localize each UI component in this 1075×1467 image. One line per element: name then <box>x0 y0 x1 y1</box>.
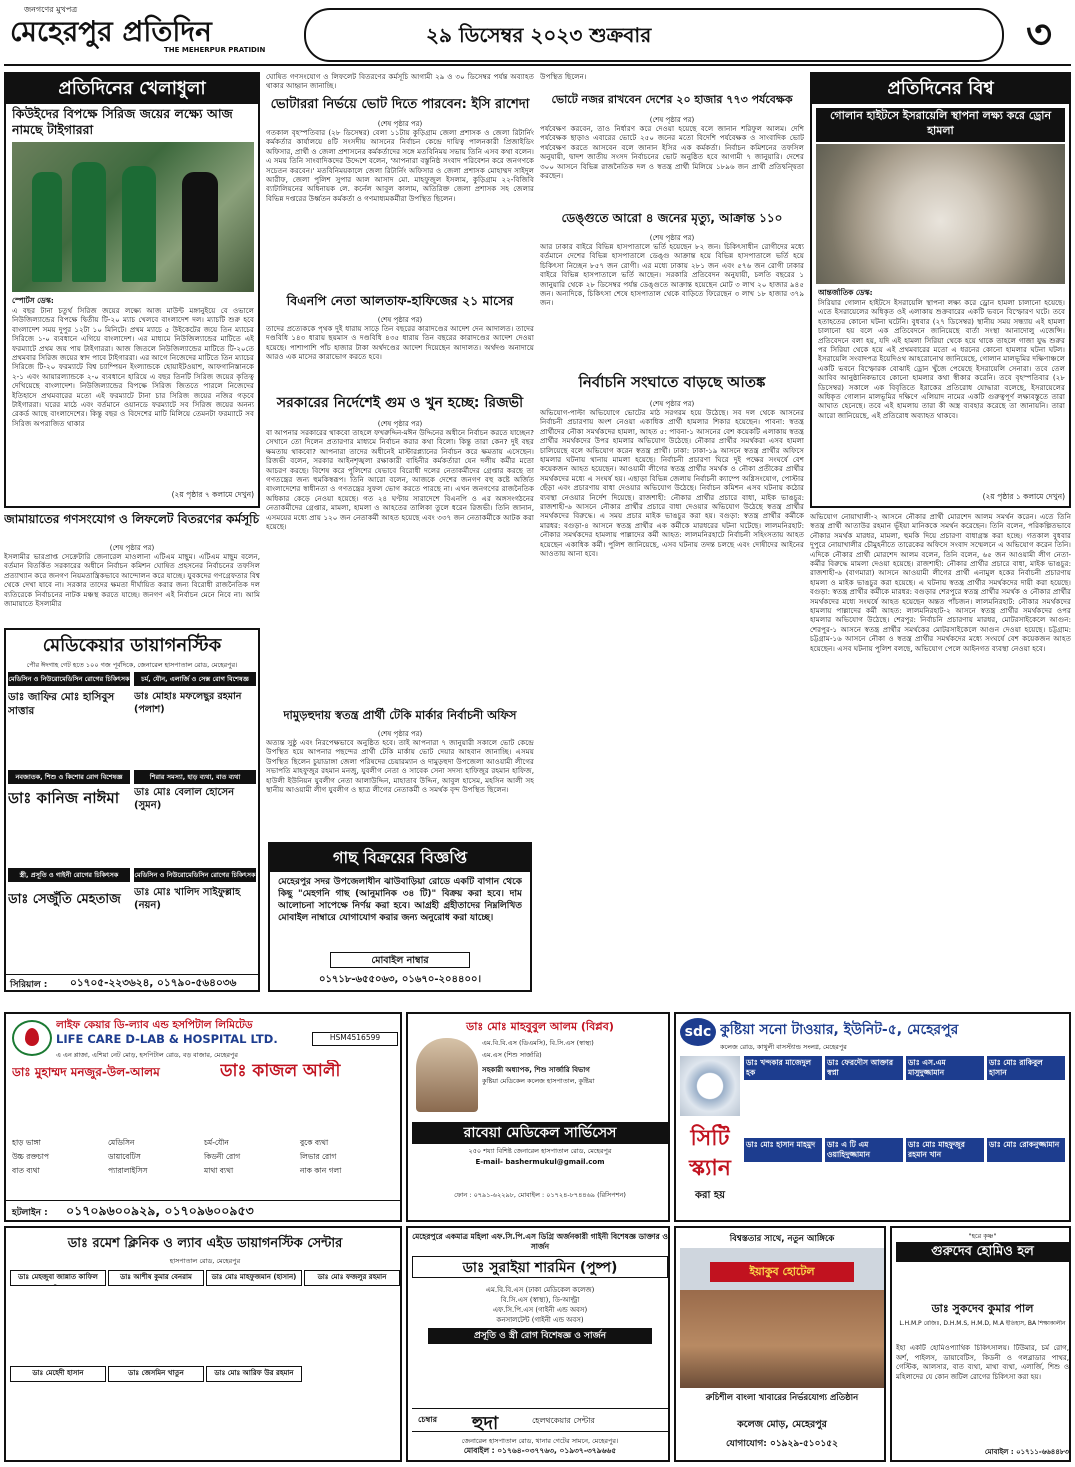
ramesh-title: ডাঃ রমেশ ক্লিনিক ও ল্যাব এইড ডায়াগনস্টিক সেন্টার <box>67 1236 343 1251</box>
masthead-tagline: জনগণের মুখপত্র <box>24 5 78 14</box>
sono-city-scan-sub: করা হয় <box>694 1190 726 1201</box>
medicare-ad <box>4 628 260 992</box>
lifecare-hotline-label: হটলাইন : <box>12 1208 48 1218</box>
sports-section <box>4 72 260 508</box>
lifecare-service-item: প্যারালাইসিস <box>108 1166 148 1175</box>
col3-top-text: উপস্থিত ছিলেন। <box>540 72 587 81</box>
sono-doctor-name: ডাঃ এস.এম মাসুদুজ্জামান <box>906 1056 984 1080</box>
jamaat-headline: জামায়াতের গণসংযোগ ও লিফলেট বিতরণের কর্মসূচি <box>4 512 260 526</box>
masthead-box <box>304 8 1004 62</box>
sono-tower-ad <box>674 1012 1071 1222</box>
homeo-doctor: ডাঃ সুকদেব কুমার পাল <box>931 1302 1034 1315</box>
obs-headline: ভোটে নজর রাখবেন দেশের ২০ হাজার ৭৭৩ পর্যবেক্ষক <box>551 93 793 106</box>
ec-cont: (শেষ পৃষ্ঠার পর) <box>377 120 423 128</box>
medicare-dept2: চর্ম, যৌন, এলার্জি ও সেক্স রোগ বিশেষজ্ঞ <box>134 672 256 686</box>
sono-title: কুষ্টিয়া সনো টাওয়ার, ইউনিট-৫, মেহেরপুর <box>720 1022 959 1038</box>
medicare-dept4: স্ত্রী, প্রসূতি ও গাইনী রোগের চিকিৎসক <box>8 868 130 882</box>
lifecare-logo <box>12 1020 52 1056</box>
lifecare-service-item: হাড় ভাঙ্গা <box>12 1138 41 1147</box>
ramesh-address: হাসপাতাল রোড, মেহেরপুর <box>169 1257 241 1265</box>
ramesh-doctor-name: ডাঃ মোঃ আরিফ উর রহমান <box>206 1366 302 1382</box>
medicare-address: পৌর ঈদগাহ গেট হতে ১০০ গজ পূর্বদিকে, জেনারেল হাসপাতাল রোড, মেহেরপুর। <box>26 661 238 669</box>
homeo-prefix: "হরে কৃষ্ণ" <box>968 1232 997 1240</box>
suraiya-mobile: মোবাইল : ০১৭৬৪-০৩৭৭৬৩, ০১৯৩৭-৩৭৯৬৬৫ <box>463 1446 617 1455</box>
damu-headline: দামুড়হুদায় স্বতন্ত্র প্রার্থী টেকি মার্কার নির্বাচনী অফিস <box>283 708 517 722</box>
suraiya-degree4: কনসালটেন্ট (গাইনী এন্ড অবস) <box>496 1316 584 1324</box>
lifecare-service-item: বুকে ব্যথা <box>300 1138 329 1147</box>
bnp-body: তাদের প্রত্যেককে পৃথক দুই ধারায় সাড়ে তিন বছরের কারাদণ্ডের আদেশ দেন আদালত। তাদের দণ্ডবিধি ১৪৩ ধারায় ছয়মাস ও দণ্ডবিধি ৪৩৫ ধারায় তিন বছরের কারাদণ্ডের আদেশ দেওয়া হয়েছে। পাশাপাশি পাঁচ হাজার টাকা অর্থদণ্ডের আদেশ দিয়েছেন আদালত। অর্থদণ্ড অনাদায়ে আরও এক মাসের কারাভোগ করতে হবে। <box>266 324 534 362</box>
jamaat-body: ইসলামীর ভারপ্রাপ্ত সেক্রেটারি জেনারেল মাওলানা এটিএম মাছুম। এটিএম মাছুম বলেন, বর্তমান বিতর্কিত সরকারের অধীনে নির্বাচন কমিশন ঘোষিত প্রহসনের নির্বাচনের তফসিল প্রত্যাখ্যান করে জনগণ নিয়মতান্ত্রিকভাবে আন্দোলন করে যাচ্ছে। যুবকদের গণগ্রেফতার বিশ্ব থেকে দেখা যাবে না। সরকার তাদের ক্ষমতা দীর্ঘায়িত করার জন্য বিরোধী রাজনৈতিক দল ব্যতিরেকে নির্বাচনের নাটক মঞ্চস্থ করতে যাচ্ছে। জনগণ এই নির্বাচন মেনে নিবে না। আমি জামায়াতে ইসলামীর <box>4 552 260 609</box>
medicare-dept5: মেডিসিন ও নিউরোমেডিসিন রোগের চিকিৎসক <box>134 868 256 882</box>
lifecare-service-item: লিভার রোগ <box>300 1152 337 1161</box>
ec-headline: ভোটাররা নির্ভয়ে ভোট দিতে পারবেন: ইসি রাশেদা <box>270 97 530 112</box>
medicare-dept3: নবজাতক, শিশু ও কিশোর রোগ বিশেষজ্ঞ <box>8 770 130 784</box>
medicare-doc3: ডাঃ কানিজ নাঈমা <box>8 789 120 807</box>
ramesh-doctor-name: ডাঃ জেসমিন খাতুন <box>108 1366 204 1382</box>
bnp-headline: বিএনপি নেতা আলতাফ-হাফিজের ২১ মাসের <box>286 293 514 308</box>
page-number: ৩ <box>1025 12 1052 58</box>
damu-cont: (শেষ পৃষ্ঠার পর) <box>377 730 423 738</box>
suraiya-degree: এম.বি.বি.এস (ঢাকা মেডিকেল কলেজ) <box>485 1286 595 1294</box>
col2-top-text: ঘোষিত গণসংযোগ ও লিফলেট বিতরণের কর্মসূচি আগামী ২৯ ও ৩০ ডিসেম্বর পর্যন্ত অব্যাহত থাকার আহ্বান জানাচ্ছি। <box>266 72 534 91</box>
sono-doctor-name: ডাঃ মোঃ হাসান মাহমুদ <box>744 1138 822 1162</box>
lifecare-name-en: LIFE CARE D-LAB & HOSPITAL LTD. <box>56 1032 278 1046</box>
suraiya-ad <box>406 1226 670 1462</box>
lifecare-hotline-row <box>6 1200 400 1220</box>
gum-cont: (শেষ পৃষ্ঠার পর) <box>377 420 423 428</box>
sono-doctor-name: ডাঃ মোঃ রোকনুজ্জামান <box>987 1138 1065 1162</box>
lifecare-service-item: মাথা ব্যথা <box>204 1166 234 1175</box>
world-headline: গোলান হাইটসে ইসরায়েলি স্থাপনা লক্ষ্য করে ড্রোন হামলা <box>816 108 1065 142</box>
tree-mobile: ০১৭১৮-৬৫৫০৬৩, ০১৬৭০-২০৪৪০০। <box>318 974 482 985</box>
medicare-doc1: ডাঃ জাফির মোঃ হাসিবুস সাত্তার <box>8 691 115 717</box>
bnp-cont: (শেষ পৃষ্ঠার পর) <box>377 316 423 324</box>
gum-headline: সরকারের নির্দেশেই গুম ও খুন হচ্ছে: রিজভী <box>276 395 524 411</box>
homeo-mobile: মোবাইল : ০১৭১১-৬৬৪৪৮৩ <box>984 1448 1069 1456</box>
sports-body: এ বছর টানা চতুর্থ সিরিজ জয়ের লক্ষ্যে আজ মাউন্ট মঙ্গানুইয়ে বে ওভালে নিউজিল্যান্ডের বিপক্ষে দ্বিতীয় টি-২০ ম্যাচ খেলবে বাংলাদেশ দল। ম্যাচটি শুরু হবে বাংলাদেশ সময় দুপুর ১২টা ১০ মিনিটে। প্রথম ম্যাচে ৫ উইকেটের জয়ে তিন ম্যাচের সিরিজে ১-০ ব্যবধানে এগিয়ে বাংলাদেশ। এর মাধ্যমে নিউজিল্যান্ডের মাটিতে এই ফরম্যাটে প্রথম জয় পায় টাইগাররা। আজ জিতলে নিউজিল্যান্ডের মাটিতে টি-২০তে প্রথমবার সিরিজ জয়ের স্বাদ পাবে টাইগাররা। এর আগে নিজেদের মাটিতে তিন ম্যাচের সিরিজে টি-২০ ফরম্যাটে বিশ্ব চ্যাম্পিয়ন ইংল্যান্ডকে হোয়াইটওয়াশ, আফগানিস্তানকে ২-১ এবং আয়ারল্যান্ডকে ২-০ ব্যবধানে হারিয়ে এ বছর তিনটি সিরিজ জয়ের কৃতিত্ব দেখিয়েছে বাংলাদেশ। নিউজিল্যান্ডের বিপক্ষে সিরিজ জিততে পারলে নিজেদের ইতিহাসে প্রথমবারের মতো এই ফরম্যাটে টানা চার সিরিজ জয়ের নজির গড়বে টাইগাররা। ঘরের মাঠে এবং বর্তমানে ওয়ানডে ফরম্যাটে সব সিরিজ জয়ের অনন্য রেকর্ড আছে বাংলাদেশের। কিন্তু বছর ও বিদেশের মাটি মিলিয়ে তেমনটা ফরম্যাটে সব সিরিজ অপরাজিত থাকার <box>12 306 254 428</box>
sono-address: কলেজ রোড, কাথুলী বাসস্ট্যান্ড সংলগ্ন, মেহেরপুর <box>720 1043 847 1051</box>
issue-date: ২৯ ডিসেম্বর ২০২৩ শুক্রবার <box>426 23 652 47</box>
mahbub-ad <box>406 1012 670 1222</box>
suraiya-chamber: হুদা <box>472 1413 499 1432</box>
lifecare-doc1: ডাঃ মুহাম্মদ মনজুর-উল-আলম <box>12 1065 160 1079</box>
sono-doctors <box>744 1056 1068 1218</box>
ramesh-doctor-name: ডাঃ মেহেদী হাসান <box>10 1366 106 1382</box>
lifecare-service-item: মেডিসিন <box>108 1138 135 1147</box>
medicare-serial-row <box>6 974 258 990</box>
suraiya-chamber-sub: হেলথকেয়ার সেন্টার <box>532 1416 595 1425</box>
homeo-body: ইহা একটি হোমিওপ্যাথিক চিকিৎসালয়। টিউমার, চর্ম রোগ, অর্শ, পাইলস, ডায়াবেটিস, কিডনী ও গলব্লাডার পাথর, গেস্টিক, আলসার, বাত ব্যথা, মাথা ব্যথা, এলার্জি, শিশু ও মহিলাদের যে কোন জটিল রোগের চিকিৎসা করা হয়। <box>896 1344 1069 1381</box>
sono-doctor-name: ডাঃ ফেরদৌস আক্তার স্বপ্না <box>825 1056 903 1080</box>
lifecare-reg: HSM4516599 <box>312 1032 398 1046</box>
world-dateline: আন্তর্জাতিক ডেস্ক: <box>818 288 873 297</box>
suraiya-degree3: এফ.সি.পি.এস (গাইনী এন্ড অবস) <box>492 1306 588 1314</box>
yakub-hotel-ad <box>674 1226 886 1462</box>
medicare-serial-label: সিরিয়াল : <box>10 980 48 990</box>
tree-sale-notice <box>268 842 532 992</box>
lifecare-services <box>12 1138 398 1198</box>
medicare-doc5: ডাঃ সেজুঁতি মেহতাজ <box>8 892 121 907</box>
ec-body: গতকাল বৃহস্পতিবার (২৮ ডিসেম্বর) বেলা ১১টায় কুড়িগ্রাম জেলা প্রশাসক ও জেলা রিটার্নিং কর্মকর্তার কার্যালয়ে ৪টি সংসদীয় আসনের নির্বাচন কেন্দ্রে দায়িত্ব পালনকারী প্রিজাইডিং অফিসার, প্রার্থী ও জেলা প্রশাসনের কর্মকর্তাদের সঙ্গে মতবিনিময় সভায় তিনি এসব কথা বলেন। এ সময় তিনি সাংবাদিকদের উদ্দেশে বলেন, 'আপনারা বস্তুনিষ্ঠ সংবাদ পরিবেশন করে জনগণকে সচেতন করবেন।' মতবিনিময়কালে জেলা রিটার্নিং অফিসার ও জেলা প্রশাসক মোহাম্মদ সাইদুল আরীফ, জেলা পুলিশ সুপার আল আসাদ মো. মাহফুজুল ইসলাম, কুড়িগ্রাম ২২-বিজিবি ব্যাটালিয়নের অধিনায়ক লে. কর্নেল আবুল কালাম, অতিরিক্ত জেলা প্রশাসক সহ জেলার বিভিন্ন দপ্তরের উর্ধ্বতন কর্মকর্তা ও গণমাধ্যমকর্মীরা উপস্থিত ছিলেন। <box>266 128 534 203</box>
mahbub-role: সহকারী অধ্যাপক, শিশু সার্জারি বিভাগ <box>482 1066 590 1074</box>
dengue-headline: ডেঙ্গুতে আরো ৪ জনের মৃত্যু, আক্রান্ত ১১০ <box>561 211 783 225</box>
ramesh-clinic-ad <box>4 1226 402 1462</box>
medicare-doc4: ডাঃ মোঃ বেলাল হোসেন (সুমন) <box>134 787 235 811</box>
gum-body: বা আপনার সরকারের থাকবো তাহলে ফখরুদ্দিন-মঈন উদ্দিনের অধীনে নির্বাচন করতে যাচ্ছেন? সেখানে তো দিলেন প্রতারণার মাধ্যমে নির্বাচন করার কথা বিলো। কিন্তু তারা কেন? দুই বছর ক্ষমতায় থাকবো? আপনারা তাদের অধীনেই মাস্টারপ্ল্যানের নির্বাচন করে ক্ষমতায় এসেছেন। রিজভী বলেন, সরকার আইনশৃঙ্খলা রক্ষাকারী বাহিনীর কর্মকর্তারা যেন দলীয় কর্মীর মতো আচরণ করছে। বিশেষ করে পুলিশের যেভাবে বিরোধী দলের নেতাকর্মীদের গ্রেপ্তার করছে তা গণতন্ত্রের জন্য হুমকিস্বরূপ। তিনি আরো বলেন, আজকে দেশের জনগণ বহু কষ্টে অর্জিত বাংলাদেশের স্বাধীনতা ও গণতন্ত্রের সুফল ভোগ করতে পারছে না। এখন জনগণের রাজনৈতিক অধিকার কেড়ে নেওয়া হয়েছে। গত ২৪ ঘণ্টায় সারাদেশে বিএনপি ও এর অঙ্গসংগঠনের নেতাকর্মীদের গ্রেপ্তার, মামলা, হামলা ও আহতের তালিকা তুলে ধরেন রিজভী। তিনি জানান, এসময়ের মধ্যে প্রায় ১২০ জন নেতাকর্মী আহত হয়েছে এবং ৩৩৭ জন নেতাকর্মীকে আটক করা হয়েছে। <box>266 428 534 532</box>
sports-dateline: স্পোর্টস ডেস্ক: <box>12 296 54 305</box>
lifecare-ad <box>4 1012 402 1222</box>
mahbub-doctor: ডাঃ মোঃ মাহবুবুল আলম (বিপ্লব) <box>466 1020 614 1033</box>
masthead-rule <box>4 64 1071 66</box>
clash-body: অভিযোগ-পাল্টা অভিযোগে ভোটের মাঠ সরগরম হয়ে উঠেছে। সব দল থেকে আসনের নির্বাচনী প্রচারণায় অংশ নেওয়া একাধিক প্রার্থী হামলার শিকার হয়েছেন। পাবনা: স্বতন্ত্র প্রার্থীদের নৌকা সমর্থকদের হামলা, আহত ৫: পাবনা-১ আসনের বেশ কয়েকটি এলাকায় স্বতন্ত্র প্রার্থীর সমর্থকদের উপর হামলার অভিযোগ উঠেছে। নৌকার প্রার্থীর সমর্থকরা এসব হামলা চালিয়েছে বলে অভিযোগ করেন স্বতন্ত্র প্রার্থী। ঢাকা: ঢাকা-১৯ আসনে স্বতন্ত্র প্রার্থীর অফিসে হামলার ঘটনায় থানায় মামলা হয়েছে। নির্বাচনী প্রচারণা ঘিরে দুই পক্ষের সংঘর্ষে বেশ কয়েকজন আহত হয়েছেন। আওয়ামী লীগের স্বতন্ত্র প্রার্থীর সমর্থক ও নৌকা প্রতীকের প্রার্থীর সমর্থকদের মধ্যে এ সংঘর্ষ হয়। এছাড়া বিভিন্ন জেলায় নির্বাচনী ক্যাম্পে অগ্নিসংযোগ, পোস্টার ছেঁড়া এবং প্রচারণায় বাধা দেওয়ার অভিযোগ উঠেছে। নির্বাচন কমিশন এসব ঘটনায় কঠোর ব্যবস্থা নেওয়ার নির্দেশ দিয়েছে। রাজশাহী: নৌকার প্রার্থীর প্রচারে বাধা, মাইক ভাঙচুর: রাজশাহী-৬ আসনে নৌকার প্রার্থীর প্রচারে বাধা দেওয়ার অভিযোগ উঠেছে স্বতন্ত্র প্রার্থীর সমর্থকদের বিরুদ্ধে। এ সময় প্রচার মাইক ভাঙচুর করা হয়। বগুড়া: স্বতন্ত্র প্রার্থীর কর্মীকে মারধর: বগুড়া-৪ আসনে স্বতন্ত্র প্রার্থীর এক কর্মীকে মারধরের ঘটনা ঘটেছে। লালমনিরহাট: নৌকার সমর্থকদের হামলায় পাল্লাদের কর্মী আহত: লালমনিরহাটে নির্বাচনী সহিংসতায় আহত হয়েছেন একাধিক কর্মী। পুলিশ জানিয়েছে, এসব ঘটনায় তদন্ত চলছে এবং দোষীদের আইনের আওতায় আনা হবে। <box>540 408 804 559</box>
mahbub-hospital: কুষ্টিয়া মেডিকেল কলেজ হাসপাতাল, কুষ্টিয়া <box>482 1077 595 1085</box>
hotel-tagline: রুচিশীল বাংলা খাবারের নির্ভরযোগ্য প্রতিষ্ঠান <box>705 1393 859 1403</box>
suraiya-chamber-row <box>412 1408 668 1432</box>
medicare-doc6: ডাঃ মোঃ খালিদ সাইফুল্লাহ (নয়ন) <box>134 887 241 911</box>
medicare-doc2: ডাঃ মোহাঃ মফলেছুর রহমান (পলাশ) <box>134 691 242 715</box>
medicare-grid <box>8 672 256 972</box>
suraiya-spec: প্রসূতি ও স্ত্রী রোগ বিশেষজ্ঞ ও সার্জন <box>428 1328 652 1344</box>
suraiya-degree2: বি.সি.এস (স্বাস্থ্য), ডি-আল্ট্রা <box>500 1296 580 1304</box>
lifecare-service-item: উচ্চ রক্তচাপ <box>12 1152 49 1161</box>
lifecare-hotline: ০১৭০৯৬০০৯২৯, ০১৭০৯৬০০৯৫৩ <box>66 1203 254 1218</box>
sono-doctor-name: ডাঃ মোঃ রাকিবুল হাসান <box>987 1056 1065 1080</box>
tree-mobile-label: মোবাইল নাম্বার <box>330 952 470 968</box>
world-right-body: অভিযোগ নোয়াখালী-২ আসনে নৌকার প্রার্থী মোরশেদ আলম সমর্থন করেন। এতে তিনি স্বতন্ত্র প্রার্থী আতাউর রহমান ভূঁইয়া মানিককে সমর্থন করেছেন। তিনি বলেন, পরিকল্পিতভাবে নৌকার সমর্থক মারধর, মামলা, হুমকি দিয়ে প্রচারণা বাধাগ্রস্ত করা হচ্ছে। গতকাল বুধবার দুপুরে নোয়াখালীর চৌমুহনীতে তারেকের অফিসে সংবাদ সম্মেলনে এ অভিযোগ করেন তিনি। এদিকে নৌকার প্রার্থী মোরশেদ আলম বলেন, তিনি বলেন, ৬৫ জন আওয়ামী লীগ নেতা-কর্মীর বিরুদ্ধে মামলা দেওয়া হয়েছে। রাজশাহী: নৌকার প্রার্থীর প্রচারে বাধা, মাইক ভাঙচুর: রাজশাহী-৬ (বাগমারা) আসনে আওয়ামী লীগের প্রার্থী এনামুল হকের নির্বাচনী প্রচারণায় হামলা ও মাইক ভাঙচুর করা হয়েছে। এ ঘটনায় স্বতন্ত্র প্রার্থীর সমর্থকদের দায়ী করা হয়েছে। বগুড়া: স্বতন্ত্র প্রার্থীর কর্মীকে মারধর: বগুড়ার শেরপুরে স্বতন্ত্র প্রার্থীর সমর্থক ও নৌকার প্রার্থীর সমর্থকদের মধ্যে সংঘর্ষে আহত হয়েছেন অন্তত পাঁচজন। লালমনিরহাট: নৌকার সমর্থকদের হামলায় পাল্লাদের কর্মী আহত: লালমনিরহাট-২ আসনে স্বতন্ত্র প্রার্থীর সমর্থকদের ওপর হামলার অভিযোগ উঠেছে। শেরপুর: নির্বাচনি প্রচারণায় মারধর, মোটরসাইকেলে আগুন: শেরপুর-১ আসনে স্বতন্ত্র প্রার্থীর সমর্থকের মোটরসাইকেলে আগুন দেওয়া হয়েছে। চট্টগ্রাম: চট্টগ্রাম-১৬ আসনে নৌকা ও স্বতন্ত্র প্রার্থীর সমর্থকদের মধ্যে সংঘর্ষে বেশ কয়েকজন আহত হয়েছেন। এসব ঘটনায় পুলিশ বলছে, অভিযোগ পেলে আইনগত ব্যবস্থা নেওয়া হবে। <box>810 512 1071 653</box>
suraiya-address: জেনারেল হাসপাতাল রোড, থানার গেটের সামনে, মেহেরপুর। <box>461 1437 619 1445</box>
lifecare-service-item: চর্ম-যৌন <box>204 1138 229 1147</box>
ramesh-doctor-name: ডাঃ মোঃ মাহফুজমান (হাসান) <box>206 1270 302 1286</box>
world-body: সিরিয়ার গোলান হাইটসে ইসরায়েলি স্থাপনা লক্ষ্য করে ড্রোন হামলা চালানো হয়েছে। এতে ইসরায়েলের অধিকৃত ওই এলাকায় শুক্রবারের একটি ভবনে বিস্ফোরণ ঘটে। তবে হতাহতের কোনো ঘটনা ঘটেনি। বুধবার (২৭ ডিসেম্বর) স্থানীয় সময় সন্ধ্যায় এই হামলা চালানো হয় বলে এক প্রতিবেদনে জানিয়েছে বার্তা সংস্থা আনাদোলু এজেন্সি। প্রতিবেদনে বলা হয়, যদি এই হামলা সিরিয়া থেকে হয়ে থাকে তাহলে গাজা যুদ্ধ শুরুর পর সিরিয়া থেকে হয়ে এই প্রথমবারের মতো এ ধরনের কোনো হামলার ঘটনা ঘটল। ইসরায়েলি সংবাদপত্র ইয়েদিওথ আহরোনোথ জানিয়েছে, গোলান মালভূমির দক্ষিণাঞ্চলে একটি ভবনে বিস্ফোরক বোঝাই ড্রোন খুঁজে পেয়েছে ইসরায়েলি সেনারা। তবে তেল আবিব আনুষ্ঠানিকভাবে কোনো হামলার কথা স্বীকার করেনি। তবে বৃহস্পতিবার (২৮ ডিসেম্বর) সকালে এক বিবৃতিতে ইরাকের প্রতিরোধ যোদ্ধারা বলেছে, ইসরায়েলের অধিকৃত গোলান মালভূমির দক্ষিণে এলিয়াদ নামের একটি গুরুত্বপূর্ণ লক্ষ্যবস্তুতে তারা আঘাত হেনেছে। তবে এই হামলায় তারা কী অস্ত্র ব্যবহার করেছে তা জানায়নি। তারা আরো জানিয়েছে, এই প্রতিরোধ অব্যাহত থাকবে। <box>818 298 1065 420</box>
world-continued: (২য় পৃষ্ঠার ১ কলামে দেখুন) <box>982 492 1065 501</box>
dengue-body: আর ঢাকার বাইরে বিভিন্ন হাসপাতালে ভর্তি হয়েছেন ৮২ জন। চিকিৎসাধীন রোগীদের মধ্যে বর্তমানে দেশের বিভিন্ন হাসপাতালে ডেঙ্গু আক্রান্ত হয়ে বিভিন্ন হাসপাতালে ভর্তি হয়ে চিকিৎসা নিচ্ছেন ৮৫৭ জন রোগী। এর মধ্যে ঢাকায় ২৮১ জন এবং ৫৭৬ জন রোগী ঢাকার বাইরে বিভিন্ন হাসপাতালে ভর্তি আছেন। সরকারি প্রতিবেদন অনুযায়ী, চলতি বছরের ১ জানুয়ারি থেকে ২৮ ডিসেম্বর পর্যন্ত ডেঙ্গুতে আক্রান্ত হয়েছেন মোট ৩ লাখ ২০ হাজার ৯৪৫ জন। অন্যদিকে, চিকিৎসা শেষে হাসপাতাল থেকে বাড়িতে ফিরেছেন ৩ লাখ ১৮ হাজার ৩৭৯ জন। <box>540 242 804 308</box>
sono-scanner-image <box>680 1056 740 1116</box>
sono-doctor-name: ডাঃ খন্দকার মাজেদুল হক <box>744 1056 822 1080</box>
hotel-address: কলেজ মোড়, মেহেরপুর <box>737 1419 827 1430</box>
damu-body: অত্যন্ত সুষ্ঠু এবং নিরপেক্ষভাবে অনুষ্ঠিত হবে। তাই আপনারা ৭ জানুয়ারী সকালে ভোট কেন্দ্রে উপস্থিত হয়ে আপনার পছন্দের প্রার্থী টেকি মার্কায় ভোট দেয়ার আহবান জানাচ্ছি। এসময় উপস্থিত ছিলেন চুয়াডাঙ্গা জেলা পরিষদের চেয়ারম্যান ও দামুড়হুদা উপজেলা আওয়ামী লীগের সভাপতি মাহফুজুর রহমান মনজু, যুবলীগ নেতা ও সাবেক সেনা সদস্য হাফিজুর রহমান হাফিজ, হাউলী ইউনিয়ন যুবলীগ নেতা আলাউদ্দিন, মাহাতাব উদ্দিন, আবুল হাসেম, মহসিন আলী সহ স্থানীয় আওয়ামী লীগ যুবলীগ ও ছাত্র লীগের নেতাকর্মী ও সমর্থক বৃন্দ উপস্থিত ছিলেন। <box>266 738 534 795</box>
homeo-degree: L.H.M.P রেজিঃ, D.H.M.S, H.M.D, M.A ইতিহাস, BA শিক্ষাকালীন <box>899 1320 1066 1327</box>
sono-doctor-name: ডাঃ মোঃ মাহফুজুর রহমান খান <box>906 1138 984 1162</box>
ramesh-doctors <box>10 1270 400 1458</box>
medicare-dept1: মেডিসিন ও নিউরোমেডিসিন রোগের চিকিৎসক <box>8 672 130 686</box>
paper-name: মেহেরপুর প্রতিদিন <box>10 15 212 48</box>
world-section <box>810 72 1071 508</box>
world-section-title: প্রতিদিনের বিশ্ব <box>812 74 1069 104</box>
lifecare-address: এ এন প্লাজা, এশিয়া নেট মোড়, হসপিটাল রোড, বড় বাজার, মেহেরপুর <box>56 1051 238 1059</box>
mahbub-degree: এম.বি.বি.এস (ডিএমসি), বি.সি.এস (স্বাস্থ্য) <box>482 1039 594 1047</box>
clash-cont: (শেষ পৃষ্ঠার পর) <box>649 400 695 408</box>
drone-strike-photo <box>816 144 1065 284</box>
hotel-sign: ইয়াকুব হোটেল <box>710 1262 854 1282</box>
mahbub-phone: ফোন : ০৭৯১-৬২২৯৮, মোবাইল : ০১৭২৪-৮৭৪৪৬৯ (রিসিপশন) <box>454 1191 626 1199</box>
mahbub-chamber: রাবেয়া মেডিকেল সার্ভিসেস <box>412 1122 668 1144</box>
mahbub-photo <box>416 1038 478 1112</box>
hotel-photo <box>680 1248 884 1388</box>
homeo-title: গুরুদেব হোমিও হল <box>896 1242 1069 1262</box>
lifecare-service-item: নাক কান গলা <box>300 1166 342 1175</box>
tree-sale-body: মেহেরপুর সদর উপজেলাধীন ঝাউবাড়িয়া রোডে একটি বাগান থেকে কিছু "মেহগনি গাছ (আনুমানিক ৩৪ টি)" বিক্রয় করা হবে। দাম আলোচনা সাপেক্ষে নির্ণয় করা হবে। আগ্রহী গ্রহীতাদের নিম্নলিখিত মোবাইল নাম্বারে যোগাযোগ করার জন্য অনুরোধ করা যাচ্ছে। <box>278 877 522 923</box>
dengue-cont: (শেষ পৃষ্ঠার পর) <box>649 234 695 242</box>
suraiya-chamber-label: চেম্বার <box>418 1415 437 1424</box>
ramesh-doctor-name: ডাঃ মেহজুবা জান্নাত কাফিল <box>10 1270 106 1286</box>
hotel-contact: যোগাযোগ: ০১৯২৯-৫১০১৫২ <box>725 1439 839 1449</box>
paper-name-en: THE MEHERPUR PRATIDIN <box>164 46 266 54</box>
lifecare-service-item: কিডনী রোগ <box>204 1152 241 1161</box>
masthead <box>4 2 1071 66</box>
lifecare-service-item: ডায়াবেটিস <box>108 1152 141 1161</box>
homeo-hall-ad <box>890 1226 1071 1462</box>
sono-city-scan: সিটি স্ক্যান <box>689 1126 731 1181</box>
suraiya-doctor: ডাঃ সুরাইয়া শারমিন (পুষ্প) <box>412 1256 668 1278</box>
lifecare-name-bn: লাইফ কেয়ার ডি-ল্যাব এন্ড হসপিটাল লিমিটেড <box>56 1019 253 1031</box>
sports-continued: (২য় পৃষ্ঠার ৭ কলামে দেখুন) <box>171 490 254 499</box>
medicare-title: মেডিকেয়ার ডায়াগনস্টিক <box>42 635 222 656</box>
sono-doctor-name: ডাঃ এ টি এম ওয়াহিদুজ্জামান <box>825 1138 903 1162</box>
lifecare-service-item: বাত ব্যথা <box>12 1166 40 1175</box>
suraiya-top: মেহেরপুরে একমাত্র মহিলা এফ.সি.পি.এস ডিগ্রি অর্জনকারী গাইনী বিশেষজ্ঞ ডাক্তার ও সার্জন <box>412 1232 668 1251</box>
sports-section-title: প্রতিদিনের খেলাধুলা <box>6 74 258 104</box>
jamaat-cont: (শেষ পৃষ্ঠার পর) <box>109 544 155 552</box>
hotel-banner: বিশ্বস্ততার সাথে, নতুন আঙ্গিকে <box>729 1234 835 1244</box>
mahbub-spec: এম.এস (শিশু সার্জারি) <box>482 1051 542 1059</box>
medicare-serial: ০১৭০৫-২২৩৬২৪, ০১৭৯০-৫৬৪০৩৬ <box>70 977 237 989</box>
ramesh-doctor-name: ডাঃ আশীষ কুমার বেনরাম <box>108 1270 204 1286</box>
ramesh-doctor-name: ডাঃ মোঃ ফজলুর রহমান <box>304 1270 400 1286</box>
lifecare-doc2: ডাঃ কাজল আলী <box>220 1061 341 1081</box>
medicare-dept3b: শিরার সমস্যা, হাড় ব্যথা, বাত ব্যথা <box>134 770 256 784</box>
cricket-photo <box>12 142 254 292</box>
sports-headline: কিউইদের বিপক্ষে সিরিজ জয়ের লক্ষ্যে আজ নামছে টাইগাররা <box>12 106 233 137</box>
sono-brand: sdc <box>680 1018 716 1046</box>
tree-sale-title: গাছ বিক্রয়ের বিজ্ঞপ্তি <box>270 844 530 872</box>
mahbub-email: E-mail- bashermukul@gmail.com <box>475 1158 605 1166</box>
obs-body: পর্যবেক্ষণ করবেন, তাও নির্ধারণ করে দেওয়া হয়েছে বলে জানান শরিফুল আলম। দেশি পর্যবেক্ষক ছাড়াও এবারের ভোটে ২৫০ জনের মতো বিদেশি পর্যবেক্ষক ও সাংবাদিক ভোট পর্যবেক্ষণ করতে আসবেন বলে জানান ইসির এক কর্মকর্তা। নির্বাচন কমিশনের তফসিল অনুযায়ী, দ্বাদশ জাতীয় সংসদ নির্বাচনের ভোট অনুষ্ঠিত হবে আগামী ৭ জানুয়ারি। দেশের ৩০০ আসনে বিভিন্ন রাজনৈতিক দল ও স্বতন্ত্র প্রার্থী মিলিয়ে ১৮৯৬ জন প্রার্থী প্রতিদ্বন্দ্বিতা করছেন। <box>540 124 804 181</box>
mahbub-chamber-addr: ২৫০ শয্যা বিশিষ্ট জেনারেল হাসপাতাল রোড, মেহেরপুর <box>468 1147 612 1155</box>
obs-cont: (শেষ পৃষ্ঠার পর) <box>649 116 695 124</box>
clash-headline: নির্বাচনি সংঘাতে বাড়ছে আতঙ্ক <box>578 373 766 391</box>
